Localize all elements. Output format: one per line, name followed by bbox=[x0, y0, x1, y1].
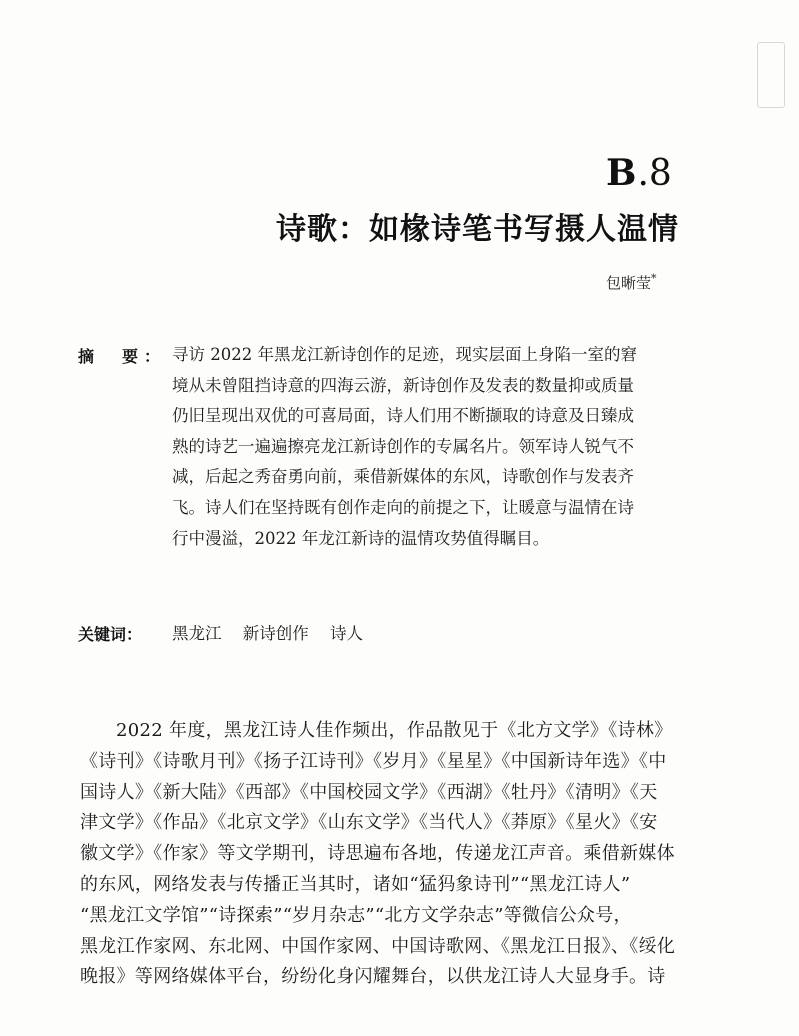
keywords-label: 关键词： bbox=[78, 625, 143, 644]
abstract-line: 仍旧呈现出双优的可喜局面，诗人们用不断撷取的诗意及日臻成 bbox=[172, 406, 634, 426]
body-line: 国诗人》《新大陆》《西部》《中国校园文学》《西湖》《牡丹》《清明》《天 bbox=[80, 781, 658, 803]
body-line: 黑龙江作家网、东北网、中国作家网、中国诗歌网、《黑龙江日报》、《绥化 bbox=[80, 935, 676, 957]
chapter-number: .8 bbox=[637, 153, 672, 194]
chapter-letter: B bbox=[606, 152, 638, 194]
body-line: 徽文学》《作家》等文学期刊，诗思遍布各地，传递龙江声音。乘借新媒体 bbox=[80, 843, 675, 865]
body-line: 晚报》等网络媒体平台，纷纷化身闪耀舞台，以供龙江诗人大显身手。诗 bbox=[80, 966, 666, 988]
abstract-line: 行中漫溢，2022 年龙江新诗的温情攻势值得瞩目。 bbox=[172, 528, 550, 548]
abstract-line: 减，后起之秀奋勇向前，乘借新媒体的东风，诗歌创作与发表齐 bbox=[172, 467, 634, 487]
article-title: 诗歌：如椽诗笔书写摄人温情 bbox=[276, 212, 679, 247]
abstract-line: 熟的诗艺一遍遍擦亮龙江新诗创作的专属名片。领军诗人锐气不 bbox=[172, 436, 634, 456]
author-line bbox=[606, 272, 657, 293]
body-line: 《诗刊》《诗歌月刊》《扬子江诗刊》《岁月》《星星》《中国新诗年选》《中 bbox=[80, 750, 667, 772]
abstract-label: 摘 要： bbox=[78, 347, 167, 366]
body-line: “黑龙江文学馆”“诗探索”“岁月杂志”“北方文学杂志”等微信公众号， bbox=[80, 904, 632, 926]
abstract-text bbox=[172, 340, 692, 554]
keyword: 新诗创作 bbox=[242, 624, 309, 643]
body-line: 津文学》《作品》《北京文学》《山东文学》《当代人》《莽原》《星火》《安 bbox=[80, 812, 658, 834]
keywords-list bbox=[172, 620, 379, 644]
body-text bbox=[80, 716, 720, 993]
abstract-line: 飞。诗人们在坚持既有创作走向的前提之下，让暖意与温情在诗 bbox=[172, 497, 634, 517]
chapter-badge bbox=[606, 152, 672, 194]
keyword: 诗人 bbox=[330, 624, 363, 643]
author-footnote-mark: * bbox=[651, 272, 657, 285]
body-line: 2022 年度，黑龙江诗人佳作频出，作品散见于《北方文学》《诗林》 bbox=[116, 720, 673, 741]
abstract-line: 寻访 2022 年黑龙江新诗创作的足迹，现实层面上身陷一室的窘 bbox=[172, 345, 637, 364]
abstract-line: 境从未曾阻挡诗意的四海云游，新诗创作及发表的数量抑或质量 bbox=[172, 375, 634, 395]
author-name: 包晰莹 bbox=[606, 274, 652, 292]
keyword: 黑龙江 bbox=[172, 624, 222, 643]
body-line: 的东风，网络发表与传播正当其时，诸如“猛犸象诗刊”“黑龙江诗人” bbox=[80, 873, 631, 895]
page-corner-mark bbox=[757, 42, 785, 108]
